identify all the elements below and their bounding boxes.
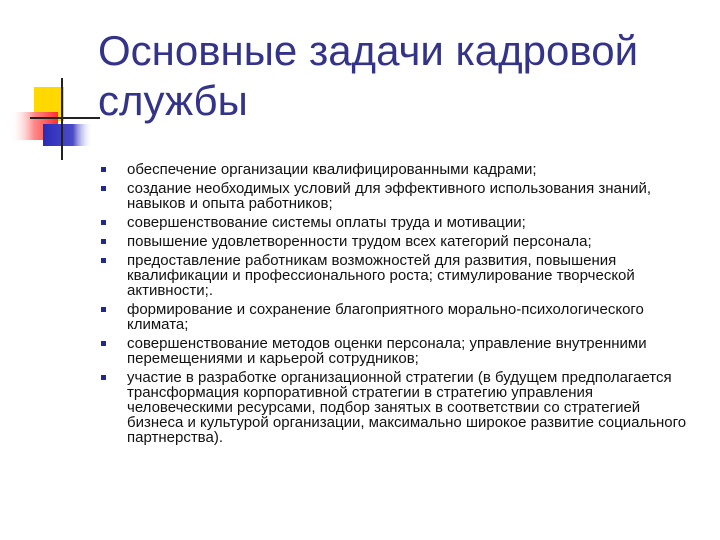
bullet-text: повышение удовлетворенности трудом всех категорий персонала; xyxy=(127,233,592,250)
bullet-text: создание необходимых условий для эффективного использования знаний, навыков и опыта работников; xyxy=(127,180,652,212)
bullet-text: предоставление работникам возможностей для развития, повышения квалификации и профессионального роста; стимулирование творческой активности;. xyxy=(127,252,635,299)
bullet-item xyxy=(100,370,700,445)
bullet-item xyxy=(100,162,700,177)
bullet-square-icon xyxy=(101,167,106,172)
bullet-text: формирование и сохранение благоприятного морально-психологического климата; xyxy=(127,301,644,333)
bullet-item xyxy=(100,181,700,211)
bullet-text: совершенствование системы оплаты труда и мотивации; xyxy=(127,214,526,231)
bullet-square-icon xyxy=(101,239,106,244)
bullet-square-icon xyxy=(101,220,106,225)
bullet-item xyxy=(100,336,700,366)
bullet-item xyxy=(100,253,700,298)
bullet-square-icon xyxy=(101,307,106,312)
bullet-item xyxy=(100,215,700,230)
bullet-list xyxy=(100,162,700,449)
bullet-square-icon xyxy=(101,375,106,380)
decorative-squares xyxy=(0,0,110,170)
bullet-text: обеспечение организации квалифицированными кадрами; xyxy=(127,161,537,178)
bullet-square-icon xyxy=(101,258,106,263)
bullet-text: участие в разработке организационной стратегии (в будущем предполагается трансформация корпоративной стратегии в стратегию управления человеческими ресурсами, подбор занятых в соответствии со стратегией бизнеса и культурой организации, максимально широкое развитие социального партнерства). xyxy=(127,369,687,446)
bullet-item xyxy=(100,234,700,249)
bullet-item xyxy=(100,302,700,332)
decor-blue-square xyxy=(43,124,93,146)
slide-title: Основные задачи кадровой службы xyxy=(98,27,639,124)
bullet-text: совершенствование методов оценки персонала; управление внутренними перемещениями и карьерой сотрудников; xyxy=(127,335,647,367)
bullet-square-icon xyxy=(101,341,106,346)
bullet-square-icon xyxy=(101,186,106,191)
